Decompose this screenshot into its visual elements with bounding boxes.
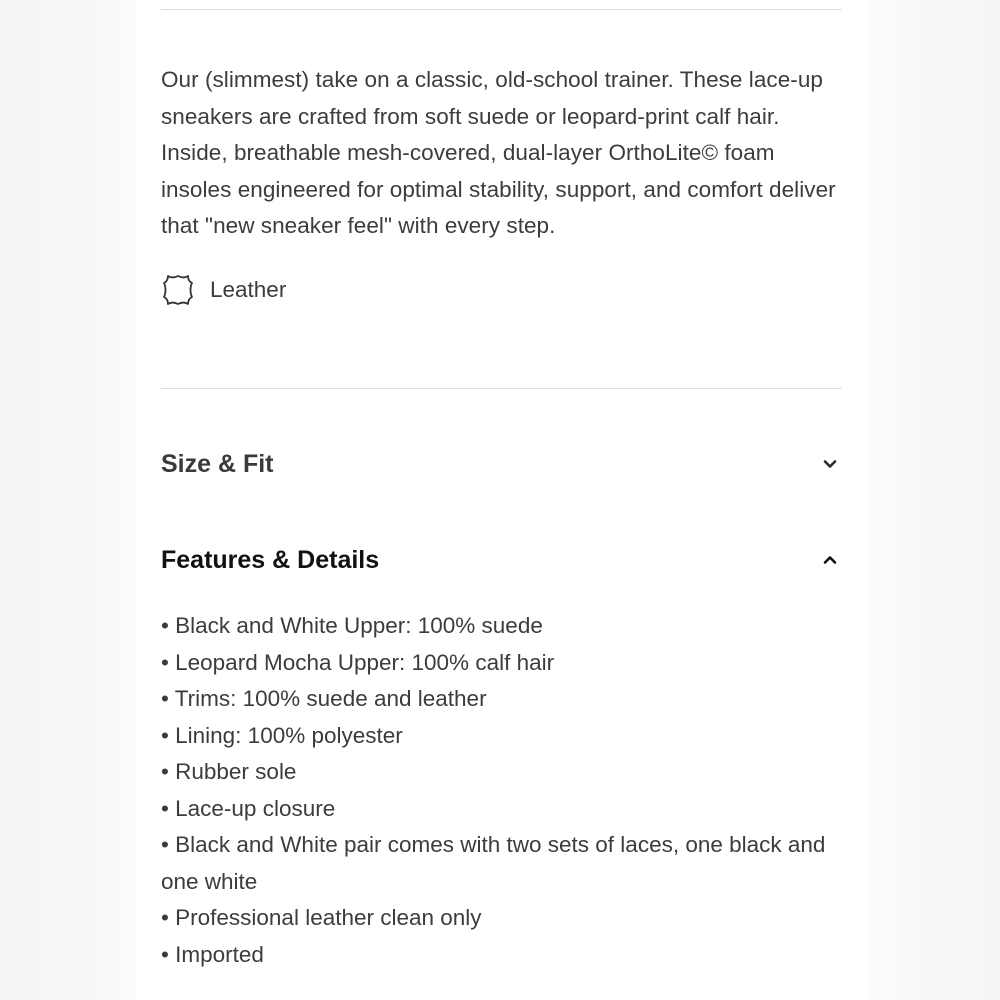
accordion-title: Size & Fit <box>161 449 274 478</box>
feature-item: • Leopard Mocha Upper: 100% calf hair <box>161 649 555 675</box>
feature-item: • Professional leather clean only <box>161 905 482 930</box>
leather-hide-icon <box>161 272 195 308</box>
feature-item: • Black and White Upper: 100% suede <box>161 613 543 638</box>
chevron-up-icon[interactable] <box>820 550 840 570</box>
accordion-title: Features & Details <box>161 545 380 574</box>
feature-item: • Lining: 100% polyester <box>161 722 403 748</box>
accordion-features-details[interactable] <box>161 540 842 580</box>
material-label: Leather <box>210 277 287 302</box>
chevron-down-icon[interactable] <box>820 454 840 474</box>
page-backdrop-left <box>0 0 136 1000</box>
feature-item: • Lace-up closure <box>161 795 336 821</box>
features-list <box>161 608 842 973</box>
material-badge <box>161 272 286 308</box>
feature-item: • Imported <box>161 941 264 967</box>
section-divider <box>161 9 842 10</box>
feature-item: • Black and White pair comes with two sets of laces, one black and one white <box>161 832 826 894</box>
feature-item: • Trims: 100% suede and leather <box>161 686 487 711</box>
page-backdrop-right <box>866 0 1000 1000</box>
section-divider <box>161 388 842 389</box>
product-description: Our (slimmest) take on a classic, old-school trainer. These lace-up sneakers are crafted from soft suede or leopard-print calf hair. Inside, breathable mesh-covered, dual-layer OrthoLite© foam insoles engineered for optimal stability, support, and comfort deliver that "new sneaker feel" with every step. <box>161 67 836 238</box>
feature-item: • Rubber sole <box>161 759 297 784</box>
accordion-size-fit[interactable] <box>161 444 842 484</box>
